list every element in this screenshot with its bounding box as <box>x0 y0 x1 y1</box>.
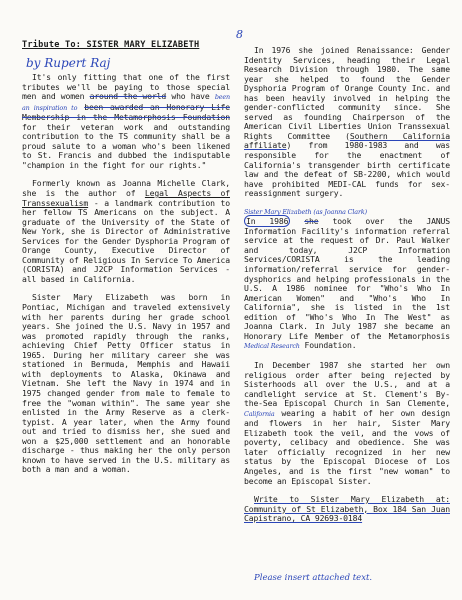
renaissance-paragraph <box>244 46 450 199</box>
book-title: Legal Aspects of Transsexualism <box>22 188 230 208</box>
text-run: Foundation. <box>299 340 357 351</box>
left-column <box>22 73 230 484</box>
handwritten-insertion: Sister Mary Elizabeth (as Joanna Clark) <box>244 207 367 216</box>
struck-text: been awarded an Honorary Life Membership in the Metamorphosis Foundation <box>22 101 230 123</box>
background-paragraph <box>22 179 230 284</box>
page-number-mark: 8 <box>236 28 243 41</box>
text-run: took over the JANUS Information Facility's information referral service at the request of Dr. Paul Walker and today, J2CP Information Services/CORISTA is the leading information/referral service for gender-dysphorics and helping professionals in the U.S. A 1986 nominee for "Who's Who In American Women" and "Who's Who In California", she is listed in the 1st edition of "Who's Who In The West" as Joanna Clark. In July 1987 she became an Honorary Life Member of the Metamorphosis <box>244 216 450 341</box>
handwritten-byline: by Rupert Raj <box>26 56 111 70</box>
article-title <box>22 40 199 50</box>
text-run: ) from 1980-1983 and was responsible for the enactment of California's transgender birth certificate law and the defeat of SB-2200, which would have prohibited MEDI-CAL funds for sex-reassignment surgery. <box>244 140 450 199</box>
text-run: wearing a habit of her own design and flowers in her hair, Sister Mary Elizabeth took the veil, and the vows of poverty, celibacy and obedience. She was later officially recognized in her new status by the Episcopal Diocese of Los Angeles, and is the first "new woman" to become an Episcopal Sister. <box>244 407 450 486</box>
struck-text: around the world <box>89 91 167 102</box>
military-paragraph: Sister Mary Elizabeth was born in Pontiac, Michigan and traveled extensively with her parents during her grade school years. She joined the U.S. Navy in 1957 and was promoted rapidly through the ranks, achieving Chief Petty Officer status in 1965. During her military career she was stationed in Bermuda, Memphis and Hawaii with deployments to Alaska, Okinawa and Vietnam. She left the Navy in 1974 and in 1975 changed gender from male to female to free the "woman within". The same year she enlisted in the Army Reserve as a clerk-typist. A year later, when the Army found out and tried to dismiss her, she sued and won a $25,000 settlement and an honorable discharge - thus making her the only person known to have served in the U.S. military as both a man and a woman. <box>22 292 230 475</box>
text-run: In December 1987 she started her own religious order after being rejected by Sisterhoods all over the U.S., and at a candlelight service at St. Clement's By-the-Sea Episcopal Church in San Clemente, <box>244 359 450 409</box>
handwritten-insertion: Medical Research <box>244 342 300 351</box>
religious-order-paragraph <box>244 361 450 486</box>
handwritten-note: Please insert attached text. <box>254 573 373 583</box>
text-run: - a landmark contribution to her fellow TS Americans on the subject. A graduate of the University of the State of New York, she is Director of Administrative Services for the Gender Dysphoria Program of Orange County, Executive Director of Community of Religious In Service To America (CORISTA) and J2CP Information Services - all based in California. <box>22 197 230 284</box>
intro-paragraph <box>22 73 230 170</box>
janus-paragraph <box>244 208 450 352</box>
contact-paragraph: Write to Sister Mary Elizabeth at: Community of St Elizabeth, Box 184 San Juan Capistrano, CA 92693-0184 <box>244 494 450 524</box>
text-run: for their veteran work and outstanding contribution to the TS community shall be a proud salute to a woman who's been likened to St. Francis and dubbed the indisputable "champion in the fight for our rights." <box>22 121 230 170</box>
circled-text: In 1986 <box>246 216 289 227</box>
struck-text: she <box>304 216 319 227</box>
underlined-text: Southern California affiliate <box>244 130 451 151</box>
handwritten-insertion: California <box>244 409 275 418</box>
text-run: Formerly known as Joanna Michelle Clark, she is the author of <box>22 178 230 199</box>
text-run: In 1976 she joined Renaissance: Gender Identity Services, heading their Legal Research Division through 1980. The same year she helped to found the Gender Dysphoria Program of Orange County Inc. and has been heavily involved in helping the gender-conflicted community since. She served as founding Chairperson of the American Civil Liberties Union Transsexual Rights Committee ( <box>244 45 450 141</box>
handwritten-insertion: been an inspiration to <box>22 93 231 112</box>
text-run: who have <box>166 91 215 102</box>
article-title-text: Tribute To: SISTER MARY ELIZABETH <box>22 40 200 50</box>
right-column <box>244 46 450 533</box>
text-run: It's only fitting that one of the first tributes we'll be paying to those special men and women <box>22 72 230 102</box>
